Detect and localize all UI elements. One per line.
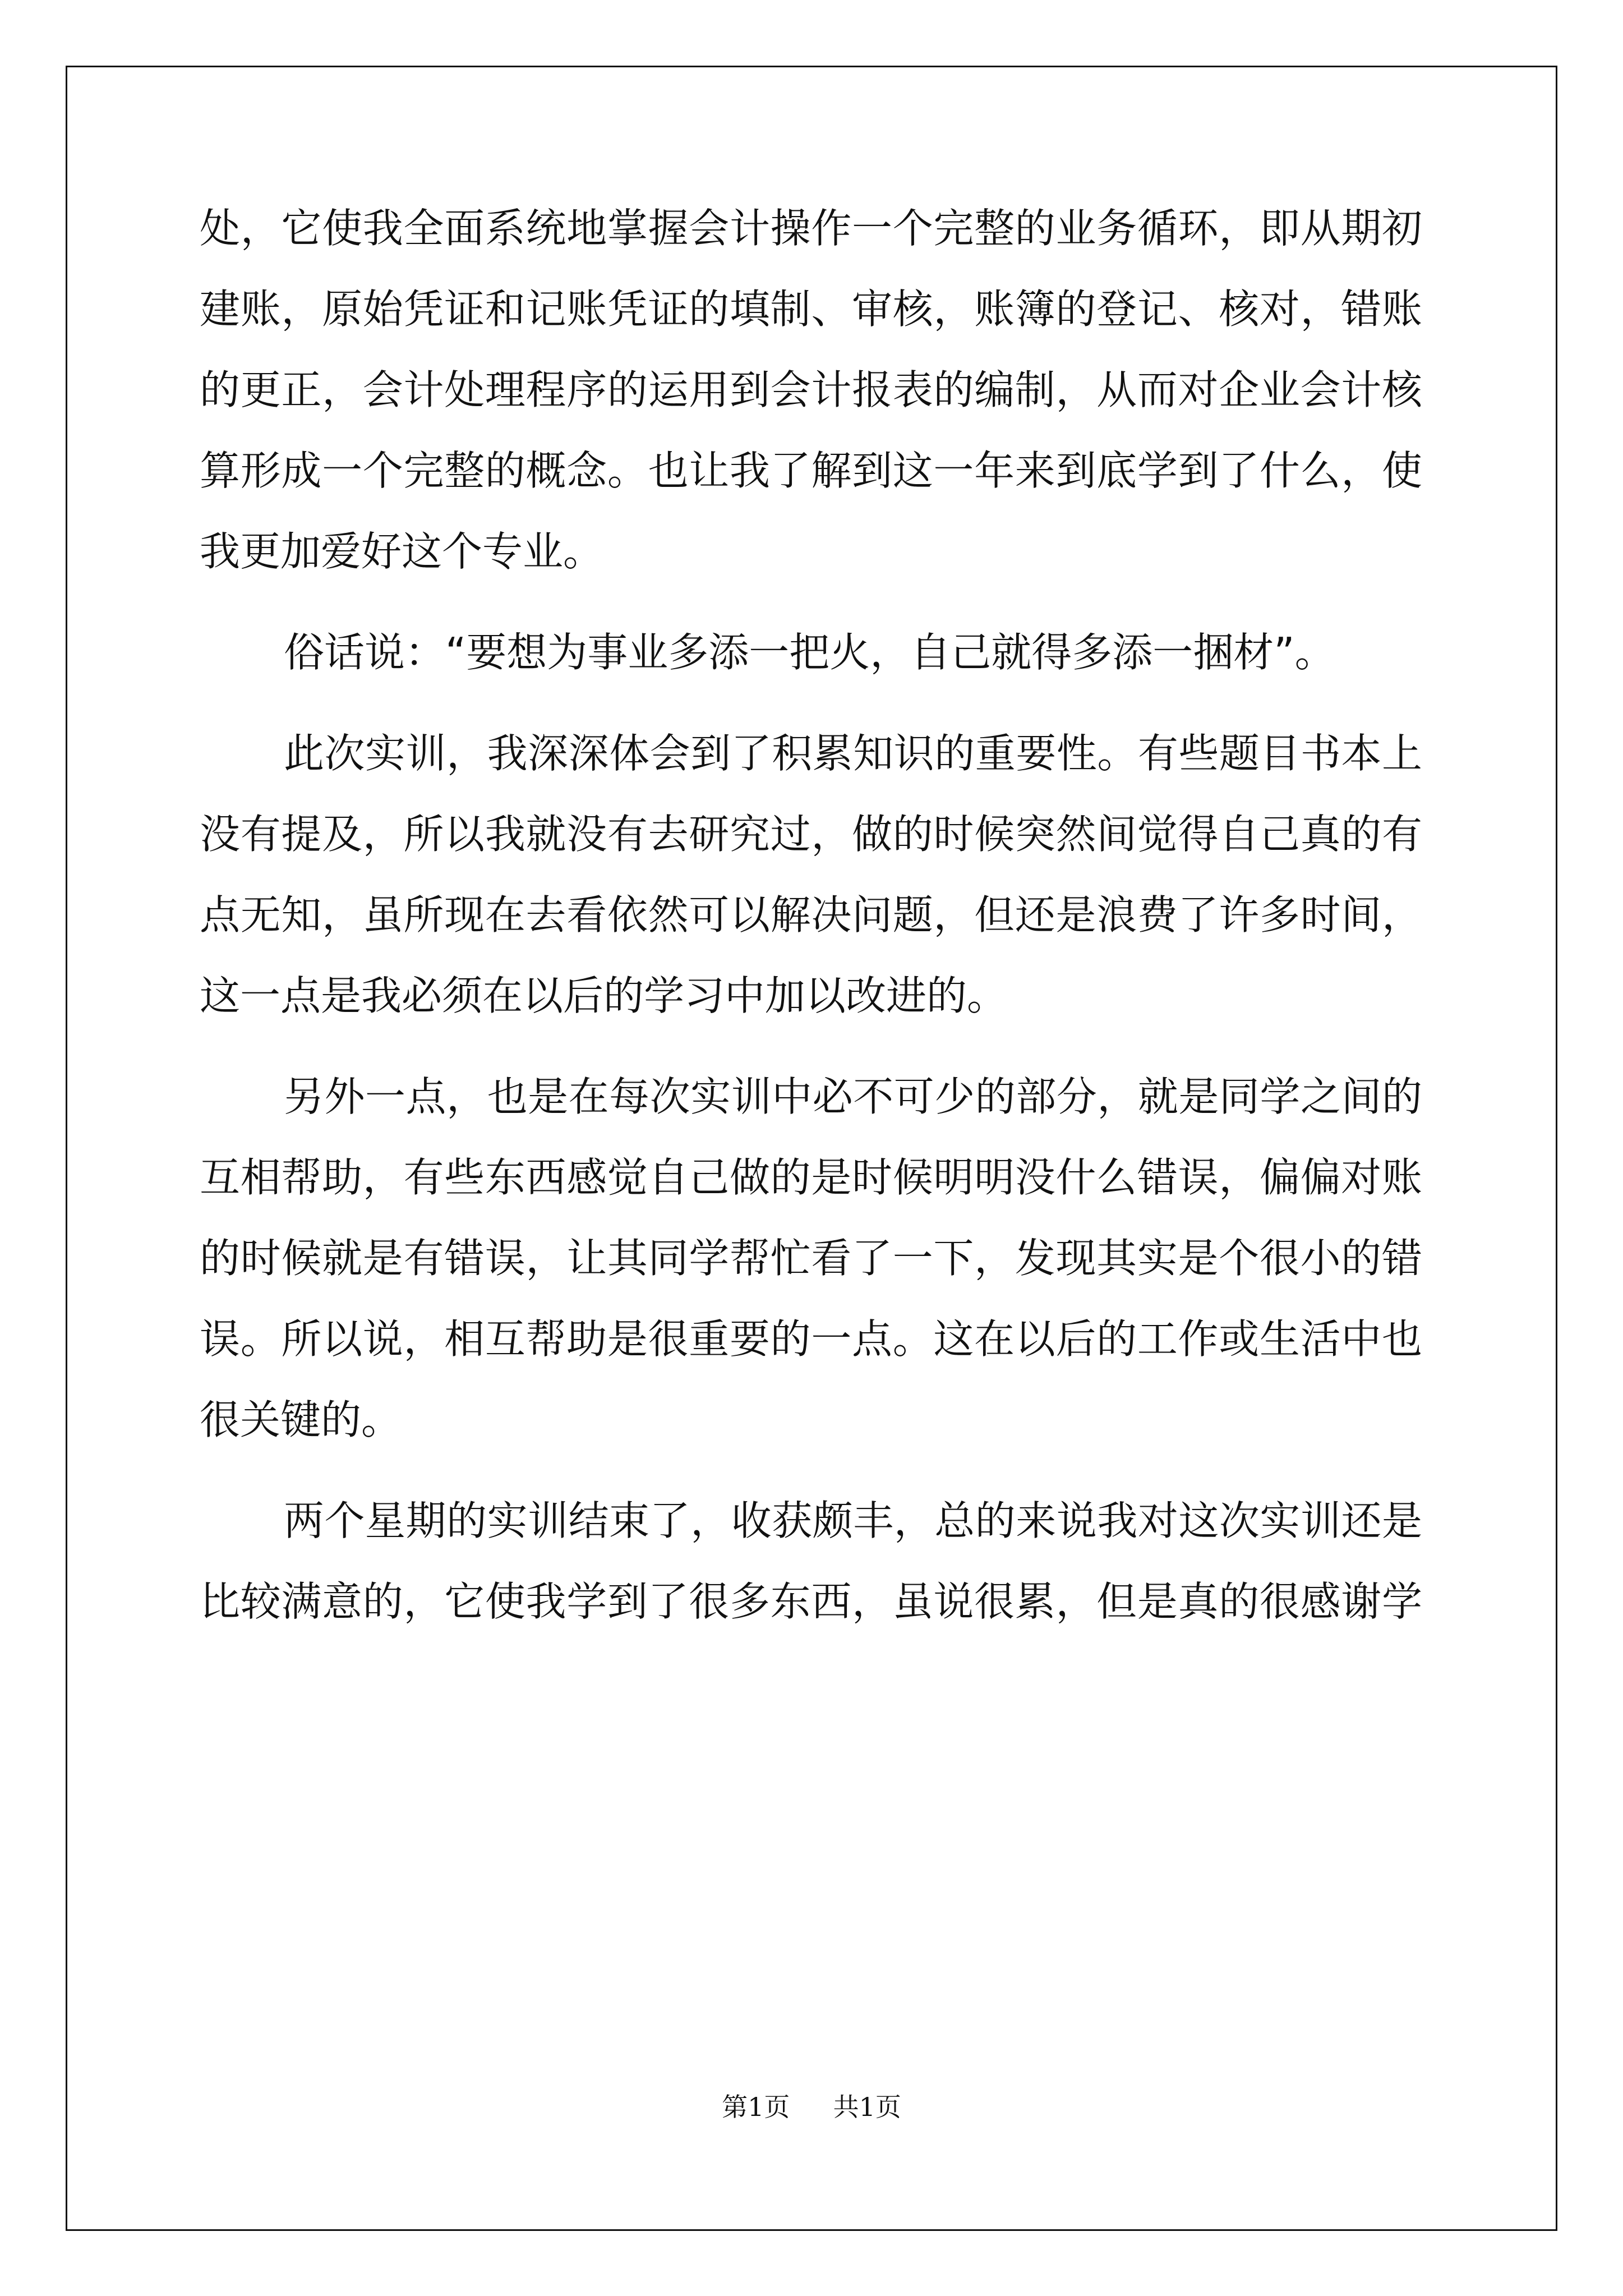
text-line: 点无知，虽所现在去看依然可以解决问题，但还是浪费了许多时间，: [200, 891, 1422, 938]
text-line: 建账，原始凭证和记账凭证的填制、审核，账簿的登记、核对，错账: [200, 286, 1422, 333]
text-line: 我更加爱好这个专业。: [200, 528, 604, 575]
paragraph-2: [200, 620, 1422, 701]
text-line: 互相帮助，有些东西感觉自己做的是时候明明没什么错误，偏偏对账: [200, 1154, 1422, 1201]
text-line: 的更正，会计处理程序的运用到会计报表的编制，从而对企业会计核: [200, 366, 1422, 413]
text-line: 处，它使我全面系统地掌握会计操作一个完整的业务循环，即从期初: [200, 205, 1422, 252]
text-line: 比较满意的，它使我学到了很多东西，虽说很累，但是真的很感谢学: [200, 1578, 1422, 1625]
document-body: [200, 196, 1422, 1650]
text-line: 误。所以说，相互帮助是很重要的一点。这在以后的工作或生活中也: [200, 1315, 1422, 1363]
text-line: 此次实训，我深深体会到了积累知识的重要性。有些题目书本上: [284, 730, 1422, 777]
text-line: 没有提及，所以我就没有去研究过，做的时候突然间觉得自己真的有: [200, 811, 1422, 858]
text-line: 很关键的。: [200, 1396, 402, 1443]
page-total: 共1页: [833, 2092, 901, 2122]
paragraph-4: [200, 1065, 1422, 1469]
text-line: 另外一点，也是在每次实训中必不可少的部分，就是同学之间的: [284, 1073, 1422, 1120]
paragraph-5: [200, 1489, 1422, 1650]
text-line: 的时候就是有错误，让其同学帮忙看了一下，发现其实是个很小的错: [200, 1235, 1422, 1282]
text-line: 这一点是我必须在以后的学习中加以改进的。: [200, 972, 1008, 1019]
text-line: 算形成一个完整的概念。也让我了解到这一年来到底学到了什么，使: [200, 447, 1422, 494]
page-footer: [0, 2087, 1623, 2124]
text-line: 两个星期的实训结束了，收获颇丰，总的来说我对这次实训还是: [284, 1497, 1422, 1544]
paragraph-3: [200, 721, 1422, 1045]
paragraph-1: [200, 196, 1422, 600]
text-line: 俗话说：“要想为事业多添一把火，自己就得多添一捆材”。: [284, 629, 1335, 676]
page-number: 第1页: [722, 2092, 790, 2122]
